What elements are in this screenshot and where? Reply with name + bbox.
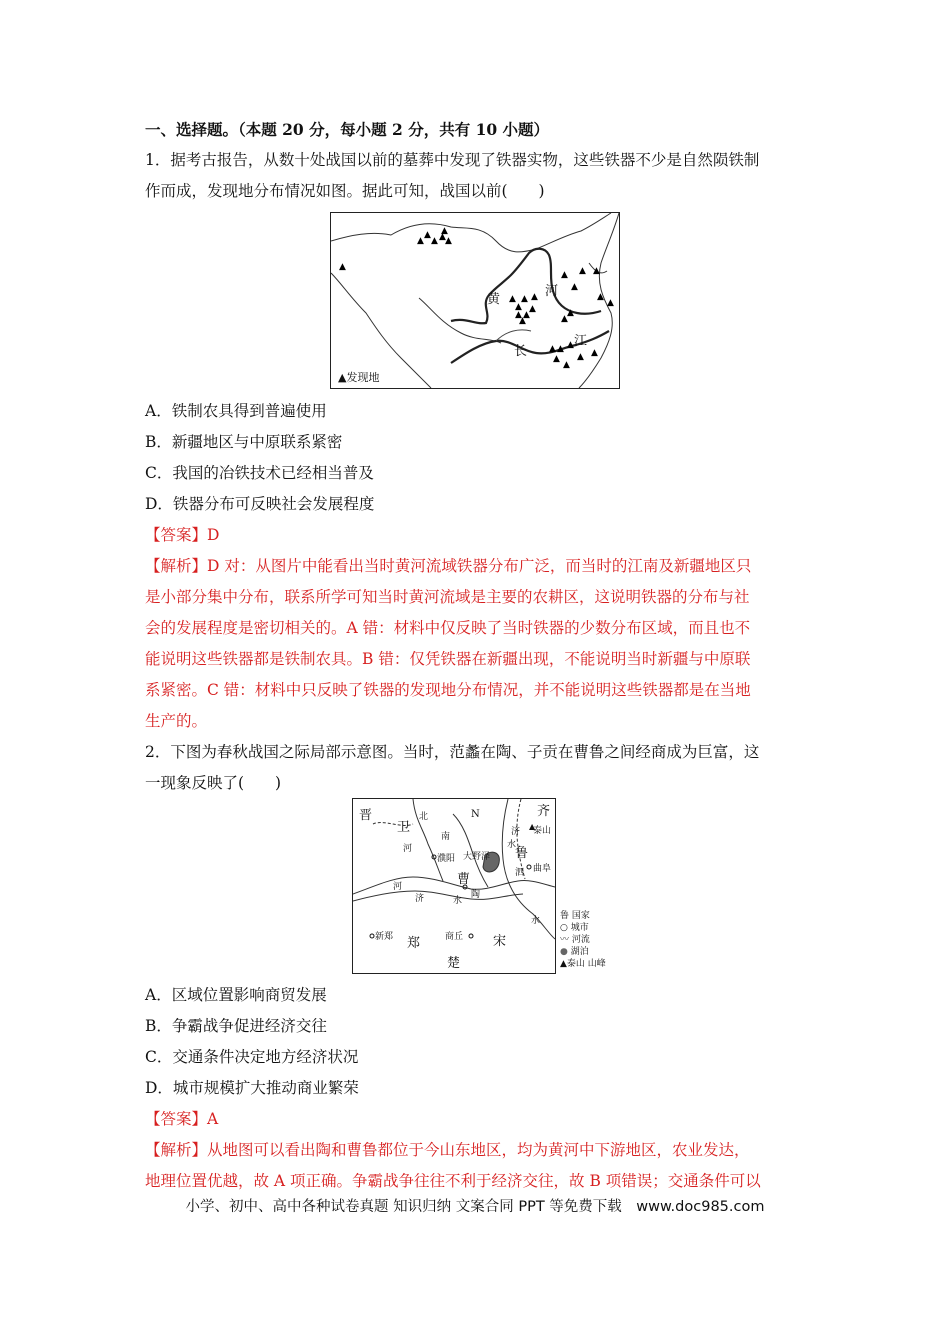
legend-mountain: ▲泰山 山峰 bbox=[560, 959, 606, 969]
map2-label-chu: 楚 bbox=[447, 956, 461, 971]
q1-analysis-line6: 生产的。 bbox=[145, 712, 208, 730]
svg-text:▲: ▲ bbox=[529, 822, 536, 831]
svg-text:▲: ▲ bbox=[597, 292, 604, 302]
q2-option-d: D．城市规模扩大推动商业繁荣 bbox=[145, 1079, 359, 1097]
map2-label-bei: 北 bbox=[419, 812, 429, 822]
svg-text:▲: ▲ bbox=[553, 354, 560, 364]
q2-stem-line1: 2．下图为春秋战国之际局部示意图。当时，范蠡在陶、子贡在曹鲁之间经商成为巨富，这 bbox=[145, 743, 760, 761]
map2-label-qi: 齐 bbox=[537, 804, 551, 819]
map1-label-jiang: 江 bbox=[574, 334, 588, 349]
svg-text:▲: ▲ bbox=[577, 352, 584, 362]
legend-city-icon: ○ bbox=[560, 923, 571, 933]
map2-label-dayeze: 大野泽 bbox=[463, 852, 491, 862]
svg-text:▲: ▲ bbox=[561, 314, 568, 324]
map2-label-qufu: 曲阜 bbox=[533, 864, 552, 874]
section-title: 一、选择题。（本题 20 分，每小题 2 分，共有 10 小题） bbox=[145, 120, 550, 139]
map2-label-shangqiu: 商丘 bbox=[445, 932, 464, 942]
page-footer: 小学、初中、高中各种试卷真题 知识归纳 文案合同 PPT 等免费下载 www.doc985.com bbox=[185, 1199, 765, 1215]
map1-legend: ▲发现地 bbox=[338, 371, 380, 384]
q1-option-a: A．铁制农具得到普遍使用 bbox=[145, 402, 327, 420]
map1-label-chang: 长 bbox=[514, 344, 528, 359]
q1-option-c: C．我国的冶铁技术已经相当普及 bbox=[145, 464, 374, 482]
svg-text:▲: ▲ bbox=[563, 360, 570, 370]
svg-text:▲: ▲ bbox=[593, 266, 600, 276]
legend-lake: ● 湖泊 bbox=[560, 947, 589, 957]
map1-label-he: 河 bbox=[545, 284, 559, 299]
svg-text:▲: ▲ bbox=[515, 302, 522, 312]
q2-option-a: A．区域位置影响商贸发展 bbox=[145, 986, 327, 1004]
q1-analysis-line5: 系紧密。C 错：材料中只反映了铁器的发现地分布情况，并不能说明这些铁器都是在当地 bbox=[145, 681, 751, 699]
map2-label-xinzheng: 新郑 bbox=[375, 932, 394, 942]
map2-label-taishan: 泰山 bbox=[533, 826, 552, 836]
svg-text:▲: ▲ bbox=[521, 294, 528, 304]
svg-text:▲: ▲ bbox=[339, 262, 346, 272]
svg-text:▲: ▲ bbox=[529, 304, 536, 314]
q2-answer: 【答案】A bbox=[145, 1110, 219, 1128]
q2-stem-line2: 一现象反映了( ) bbox=[145, 774, 282, 792]
q1-option-b: B．新疆地区与中原联系紧密 bbox=[145, 433, 343, 451]
map2-label-north: N bbox=[471, 809, 480, 820]
svg-text:▲: ▲ bbox=[515, 310, 522, 320]
q2-analysis-line2: 地理位置优越，故 A 项正确。争霸战争往往不利于经济交往，故 B 项错误；交通条件可以 bbox=[145, 1172, 761, 1190]
q1-answer: 【答案】D bbox=[145, 526, 220, 544]
svg-text:▲: ▲ bbox=[591, 348, 598, 358]
q1-analysis-line3: 会的发展程度是密切相关的。A 错：材料中仅反映了当时铁器的少数分布区域，而且也不 bbox=[145, 619, 751, 637]
map2-label-he1: 河 bbox=[403, 844, 413, 854]
q2-map-figure bbox=[352, 798, 556, 974]
svg-text:▲: ▲ bbox=[549, 344, 556, 354]
map2-label-nan: 南 bbox=[441, 832, 451, 842]
map2-label-zheng: 郑 bbox=[407, 936, 421, 951]
q1-map-figure bbox=[330, 212, 620, 389]
legend-country: 鲁 国家 bbox=[560, 911, 590, 921]
q2-option-c: C．交通条件决定地方经济状况 bbox=[145, 1048, 359, 1066]
map2-label-tao: 陶 bbox=[471, 890, 481, 900]
svg-text:▲: ▲ bbox=[579, 266, 586, 276]
map2-label-he2: 河 bbox=[393, 882, 403, 892]
svg-text:▲: ▲ bbox=[607, 298, 614, 308]
q1-analysis-line4: 能说明这些铁器都是铁制农具。B 错：仅凭铁器在新疆出现，不能说明当时新疆与中原联 bbox=[145, 650, 751, 668]
svg-text:▲: ▲ bbox=[557, 344, 564, 354]
svg-text:▲: ▲ bbox=[531, 292, 538, 302]
map2-label-shui3: 水 bbox=[531, 916, 541, 926]
q1-stem-line2: 作而成，发现地分布情况如图。据此可知，战国以前( ) bbox=[145, 182, 545, 200]
map1-label-huang: 黄 bbox=[487, 292, 501, 307]
svg-text:▲: ▲ bbox=[523, 310, 530, 320]
svg-text:▲: ▲ bbox=[509, 294, 516, 304]
svg-text:▲: ▲ bbox=[519, 316, 526, 326]
svg-text:▲: ▲ bbox=[561, 270, 568, 280]
q1-analysis-line1: 【解析】D 对：从图片中能看出当时黄河流域铁器分布广泛，而当时的江南及新疆地区只 bbox=[145, 557, 752, 575]
map2-label-ji2: 济 bbox=[415, 894, 425, 904]
svg-text:▲: ▲ bbox=[439, 232, 446, 242]
map2-label-shui1: 水 bbox=[507, 840, 517, 850]
svg-text:▲: ▲ bbox=[441, 226, 448, 236]
svg-text:▲: ▲ bbox=[424, 230, 431, 240]
svg-text:▲: ▲ bbox=[431, 236, 438, 246]
map2-label-cao: 曹 bbox=[457, 872, 471, 887]
legend-lake-icon: ● bbox=[560, 947, 571, 957]
svg-text:▲: ▲ bbox=[571, 282, 578, 292]
q1-option-d: D．铁器分布可反映社会发展程度 bbox=[145, 495, 375, 513]
legend-river-icon: 〰 bbox=[560, 935, 572, 945]
map2-label-song: 宋 bbox=[493, 934, 507, 949]
legend-river: 〰 河流 bbox=[560, 935, 590, 945]
svg-text:▲: ▲ bbox=[567, 340, 574, 350]
legend-mountain-icon: ▲ bbox=[560, 959, 567, 969]
q1-stem-line1: 1．据考古报告，从数十处战国以前的墓葬中发现了铁器实物，这些铁器不少是自然陨铁制 bbox=[145, 151, 760, 169]
q2-map-legend bbox=[560, 910, 620, 970]
svg-text:▲: ▲ bbox=[417, 236, 424, 246]
map2-label-ji1: 济 bbox=[511, 827, 521, 837]
map2-label-jin: 晋 bbox=[359, 808, 373, 823]
map2-label-shui2: 水 bbox=[453, 896, 463, 906]
map2-label-si: 泗 bbox=[515, 868, 525, 878]
svg-text:▲: ▲ bbox=[567, 308, 574, 318]
map2-label-puyang: 濮阳 bbox=[437, 854, 456, 864]
legend-city: ○ 城市 bbox=[560, 923, 589, 933]
q1-analysis-line2: 是小部分集中分布，联系所学可知当时黄河流域是主要的农耕区，这说明铁器的分布与社 bbox=[145, 588, 750, 606]
svg-text:▲: ▲ bbox=[445, 236, 452, 246]
map2-label-lu: 鲁 bbox=[515, 846, 529, 861]
map2-label-wei: 卫 bbox=[397, 820, 411, 835]
q2-analysis-line1: 【解析】从地图可以看出陶和曹鲁都位于今山东地区，均为黄河中下游地区，农业发达， bbox=[145, 1141, 750, 1159]
q2-option-b: B．争霸战争促进经济交往 bbox=[145, 1017, 327, 1035]
